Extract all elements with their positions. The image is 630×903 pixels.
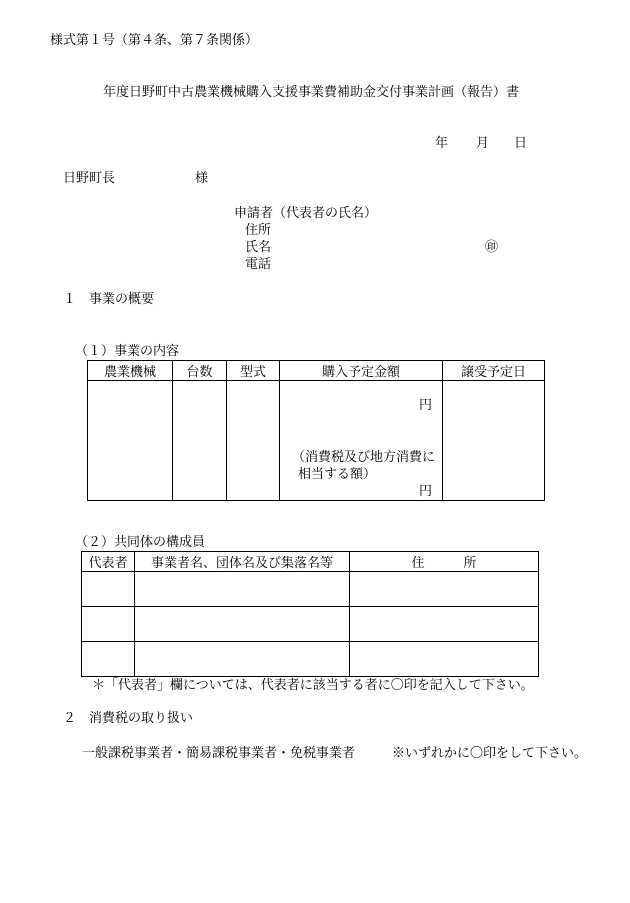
tax-status-options: 一般課税事業者・簡易課税事業者・免税事業者 bbox=[82, 746, 356, 761]
table-row bbox=[82, 642, 539, 677]
seal-mark-icon: ㊞ bbox=[485, 240, 499, 255]
yen-label: 円 bbox=[418, 398, 432, 413]
member-name-cell[interactable] bbox=[135, 642, 350, 677]
table-row bbox=[82, 607, 539, 642]
date-year-label: 年 bbox=[435, 136, 449, 151]
column-header: 農業機械 bbox=[88, 361, 173, 381]
page-title: 年度日野町中古農業機械購入支援事業費補助金交付事業計画（報告）書 bbox=[103, 85, 520, 100]
form-number: 様式第１号（第４条、第７条関係） bbox=[50, 33, 259, 48]
amount-cell[interactable] bbox=[280, 381, 443, 501]
section1-sub2-heading: （２）共同体の構成員 bbox=[75, 535, 206, 550]
applicant-name-label: 氏名 bbox=[245, 240, 272, 255]
table-row bbox=[82, 572, 539, 607]
column-header: 住 所 bbox=[350, 552, 539, 572]
column-header: 台数 bbox=[173, 361, 227, 381]
table-row bbox=[88, 381, 545, 501]
column-header: 譲受予定日 bbox=[443, 361, 545, 381]
quantity-cell[interactable] bbox=[173, 381, 227, 501]
tax-note-line1: （消費税及び地方消費に bbox=[292, 450, 436, 465]
table-header-row bbox=[88, 361, 545, 381]
business-content-table bbox=[87, 360, 545, 501]
table-header-row bbox=[82, 552, 539, 572]
member-address-cell[interactable] bbox=[350, 607, 539, 642]
column-header: 代表者 bbox=[82, 552, 135, 572]
tax-status-instruction: ※いずれかに〇印をして下さい。 bbox=[392, 746, 588, 761]
applicant-address-label: 住所 bbox=[245, 223, 272, 238]
addressee-honorific: 様 bbox=[195, 171, 209, 186]
applicant-phone-label: 電話 bbox=[245, 257, 272, 272]
member-name-cell[interactable] bbox=[135, 607, 350, 642]
column-header: 購入予定金額 bbox=[280, 361, 443, 381]
model-cell[interactable] bbox=[227, 381, 280, 501]
machine-cell[interactable] bbox=[88, 381, 173, 501]
yen-label-tax: 円 bbox=[418, 484, 432, 499]
applicant-heading: 申請者（代表者の氏名） bbox=[234, 206, 378, 221]
date-month-label: 月 bbox=[476, 136, 490, 151]
member-address-cell[interactable] bbox=[350, 642, 539, 677]
date-day-label: 日 bbox=[514, 136, 528, 151]
tax-note-line2: 相当する額） bbox=[298, 467, 377, 482]
representative-cell[interactable] bbox=[82, 607, 135, 642]
representative-cell[interactable] bbox=[82, 642, 135, 677]
section2-heading: ２ 消費税の取り扱い bbox=[63, 711, 194, 726]
member-name-cell[interactable] bbox=[135, 572, 350, 607]
transfer-date-cell[interactable] bbox=[443, 381, 545, 501]
column-header: 型式 bbox=[227, 361, 280, 381]
representative-cell[interactable] bbox=[82, 572, 135, 607]
addressee-name: 日野町長 bbox=[63, 171, 116, 186]
section1-heading: １ 事業の概要 bbox=[63, 292, 155, 307]
members-table bbox=[81, 551, 539, 677]
representative-note: ＊「代表者」欄については、代表者に該当する者に〇印を記入して下さい。 bbox=[92, 678, 534, 693]
member-address-cell[interactable] bbox=[350, 572, 539, 607]
section1-sub1-heading: （１）事業の内容 bbox=[75, 344, 180, 359]
column-header: 事業者名、団体名及び集落名等 bbox=[135, 552, 350, 572]
